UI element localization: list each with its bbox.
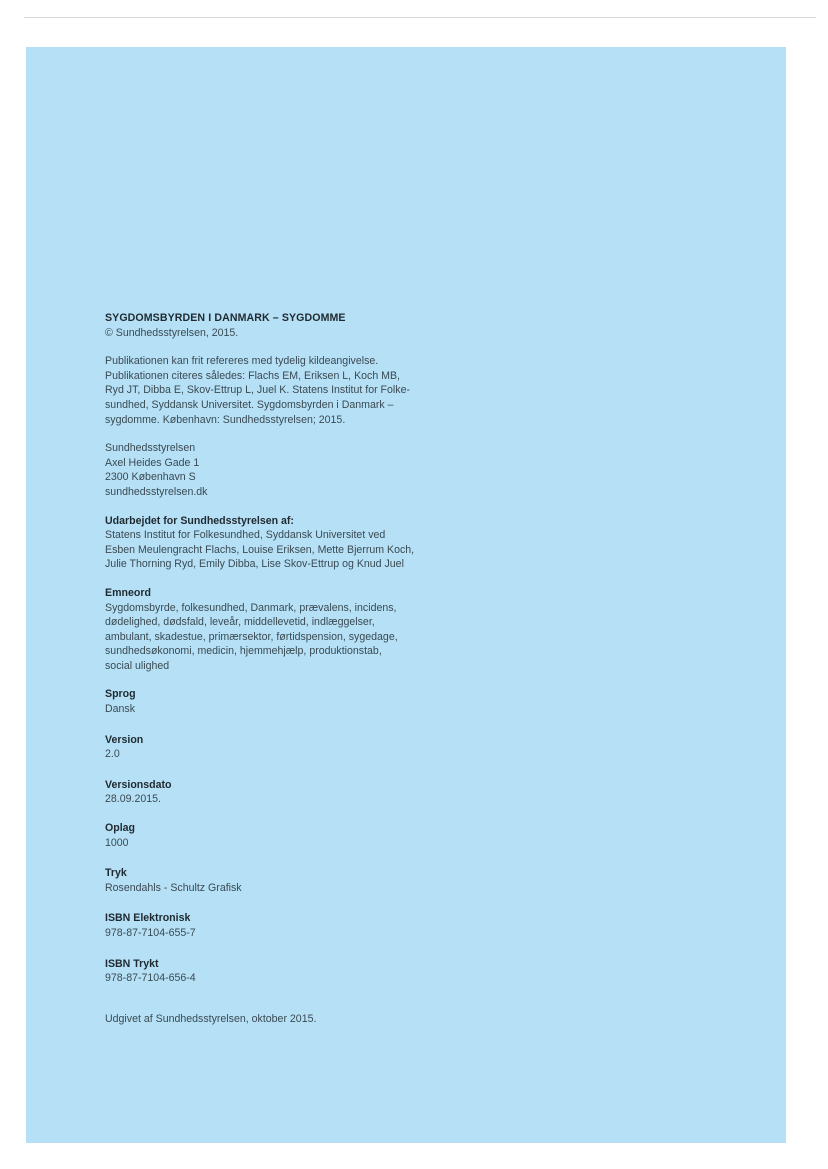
citation-line: sygdomme. København: Sundhedsstyrelsen; 2015. (105, 413, 346, 426)
version-value: 2.0 (105, 748, 120, 761)
language-heading: Sprog (105, 688, 136, 701)
isbn-print-heading: ISBN Trykt (105, 957, 159, 970)
copyright-line: © Sundhedsstyrelsen, 2015. (105, 326, 239, 339)
print-run-value: 1000 (105, 836, 129, 849)
printer-block (105, 866, 465, 895)
isbn-print-block (105, 957, 465, 986)
citation-line: Ryd JT, Dibba E, Skov-Ettrup L, Juel K. Statens Institut for Folke- (105, 384, 410, 397)
version-heading: Version (105, 733, 144, 746)
printer-heading: Tryk (105, 867, 127, 880)
citation-line: Publikationen citeres således: Flachs EM, Eriksen L, Koch MB, (105, 369, 400, 382)
prepared-by-line: Julie Thorning Ryd, Emily Dibba, Lise Skov-Ettrup og Knud Juel (105, 558, 404, 571)
document-title: SYGDOMSBYRDEN I DANMARK – SYGDOMME (105, 312, 346, 324)
version-date-block (105, 778, 465, 807)
keywords-line: Sygdomsbyrde, folkesundhed, Danmark, prævalens, incidens, (105, 601, 397, 614)
prepared-by-block (105, 514, 465, 572)
keywords-line: sundhedsøkonomi, medicin, hjemmehjælp, produktionstab, (105, 645, 382, 658)
colophon-content (105, 311, 465, 1026)
isbn-electronic-value: 978-87-7104-655-7 (105, 927, 196, 939)
language-block (105, 687, 465, 716)
keywords-line: ambulant, skadestue, primærsektor, førtidspension, sygedage, (105, 630, 398, 643)
version-date-value: 28.09.2015. (105, 793, 161, 806)
version-block (105, 733, 465, 762)
prepared-by-heading: Udarbejdet for Sundhedsstyrelsen af: (105, 514, 294, 527)
address-city: 2300 København S (105, 471, 196, 484)
isbn-electronic-heading: ISBN Elektronisk (105, 912, 191, 925)
keywords-line: social ulighed (105, 659, 170, 672)
published-note: Udgivet af Sundhedsstyrelsen, oktober 2015. (105, 1012, 317, 1025)
address-name: Sundhedsstyrelsen (105, 442, 196, 455)
version-date-heading: Versionsdato (105, 778, 172, 791)
keywords-line: dødelighed, dødsfald, leveår, middellevetid, indlæggelser, (105, 616, 375, 629)
address-block (105, 441, 465, 499)
citation-line: Publikationen kan frit refereres med tydelig kildeangivelse. (105, 355, 379, 368)
language-value: Dansk (105, 703, 136, 716)
isbn-electronic-block (105, 911, 465, 940)
prepared-by-line: Statens Institut for Folkesundhed, Syddansk Universitet ved (105, 529, 386, 542)
print-run-heading: Oplag (105, 822, 136, 835)
isbn-print-value: 978-87-7104-656-4 (105, 972, 196, 985)
print-run-block (105, 821, 465, 850)
prepared-by-line: Esben Meulengracht Flachs, Louise Eriksen, Mette Bjerrum Koch, (105, 543, 415, 556)
address-street: Axel Heides Gade 1 (105, 456, 200, 469)
address-web: sundhedsstyrelsen.dk (105, 485, 208, 498)
keywords-heading: Emneord (105, 586, 151, 599)
citation-block (105, 354, 465, 427)
printer-value: Rosendahls - Schultz Grafisk (105, 881, 242, 894)
citation-line: sundhed, Syddansk Universitet. Sygdomsbyrden i Danmark – (105, 398, 394, 411)
page-top-rule (24, 17, 816, 18)
keywords-block (105, 586, 465, 674)
